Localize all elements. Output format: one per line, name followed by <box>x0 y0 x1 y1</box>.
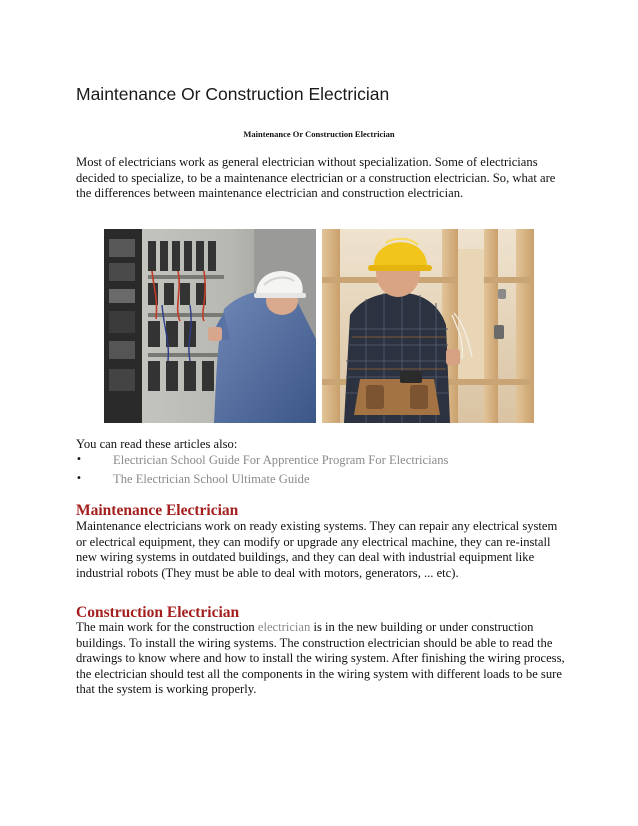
image-caption: Maintenance Or Construction Electrician <box>243 129 395 139</box>
document-title: Maintenance Or Construction Electrician <box>76 84 390 104</box>
bullet-icon: • <box>76 453 82 465</box>
construction-heading: Construction Electrician <box>76 604 240 621</box>
electrician-link[interactable]: electrician <box>257 620 311 634</box>
related-article-link[interactable]: The Electrician School Ultimate Guide <box>113 471 310 486</box>
related-articles <box>76 437 566 491</box>
intro-paragraph: Most of electricians work as general electrician without specialization. Some of electricians decided to specialize, to be a maintenance electrician or a construction electrician. So, what are the differences between maintenance electrician and construction electrician. <box>76 155 556 201</box>
bullet-icon: • <box>76 472 82 484</box>
construction-text-start: The main work for the construction <box>76 620 258 634</box>
list-item <box>76 472 566 491</box>
construction-text-end: is in the new building or under construction buildings. To install the wiring systems. The construction electrician should be able to read the drawings to know where and how to install the wiring system. After finishing the wiring process, the electrician should test all the components in the wiring system with different loads to be sure that the system is working properly. <box>76 620 565 697</box>
maintenance-paragraph: Maintenance electricians work on ready existing systems. They can repair any electrical system or electrical equipment, they can modify or upgrade any electrical machine, they can re-install new wiring systems in outdated buildings, and they can deal with industrial equipment like industrial robots (They must be able to deal with motors, generators, ... etc). <box>76 519 558 580</box>
construction-electrician-photo <box>322 229 534 423</box>
related-articles-heading: You can read these articles also: <box>76 437 238 451</box>
list-item <box>76 453 566 472</box>
maintenance-heading: Maintenance Electrician <box>76 502 239 519</box>
construction-paragraph <box>76 620 568 698</box>
related-article-link[interactable]: Electrician School Guide For Apprentice Program For Electricians <box>113 452 449 467</box>
related-articles-list <box>76 453 566 491</box>
maintenance-electrician-photo <box>104 229 316 423</box>
